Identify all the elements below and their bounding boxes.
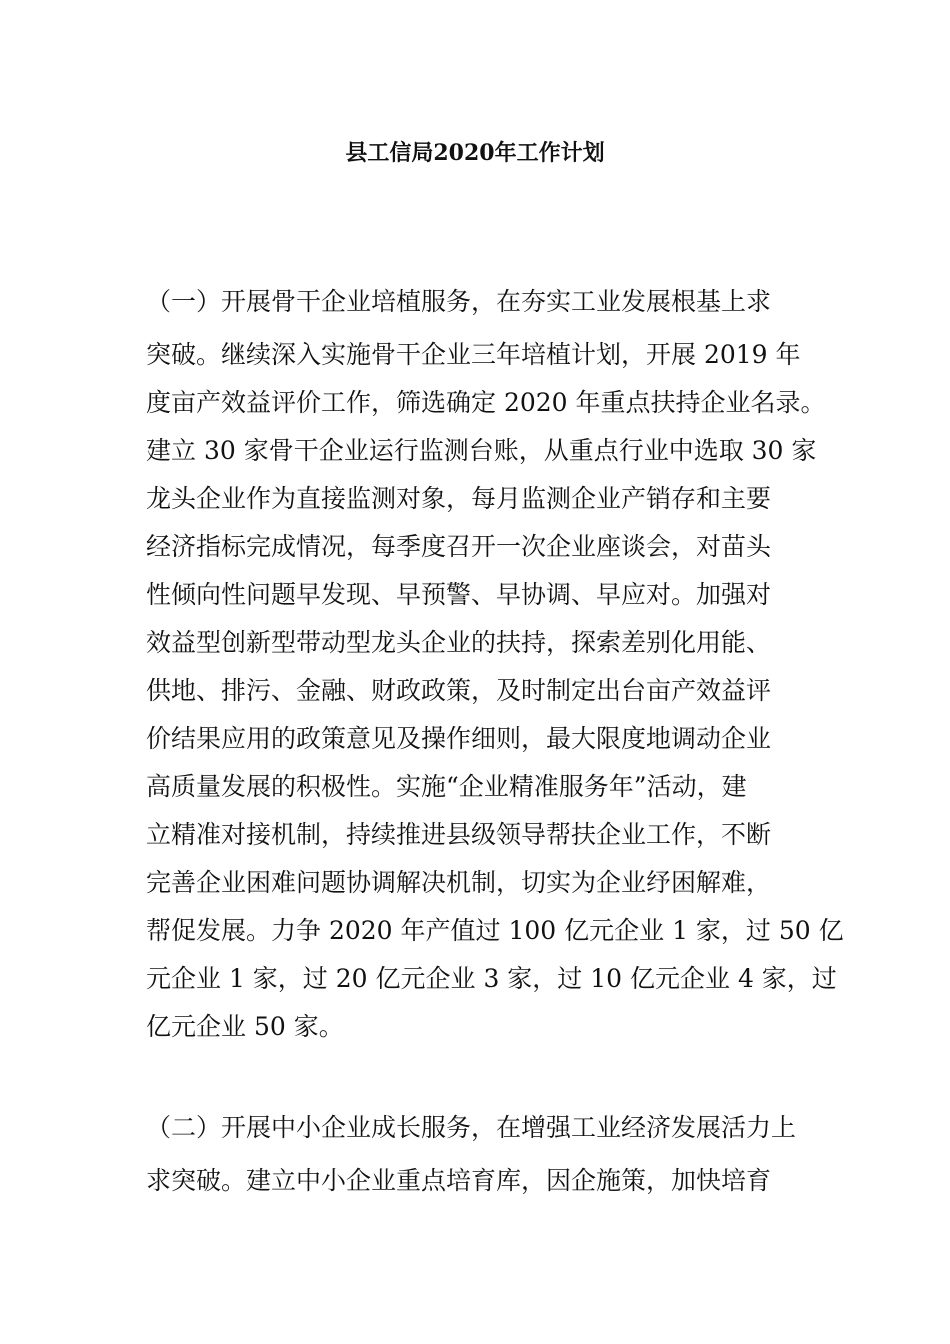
paragraph-line: 龙头企业作为直接监测对象，每月监测企业产销存和主要 — [146, 484, 772, 513]
paragraph-line: 性倾向性问题早发现、早预警、早协调、早应对。加强对 — [146, 580, 772, 609]
paragraph-line: 度亩产效益评价工作，筛选确定 2020 年重点扶持企业名录。 — [146, 388, 826, 417]
paragraph-line: （二）开展中小企业成长服务，在增强工业经济发展活力上 — [146, 1113, 797, 1142]
paragraph-line: 经济指标完成情况，每季度召开一次企业座谈会，对苗头 — [146, 532, 772, 561]
paragraph-line: 帮促发展。力争 2020 年产值过 100 亿元企业 1 家，过 50 亿 — [146, 916, 844, 945]
paragraph-line: 高质量发展的积极性。实施“企业精准服务年”活动，建 — [146, 772, 747, 801]
paragraph-line: 建立 30 家骨干企业运行监测台账，从重点行业中选取 30 家 — [146, 436, 817, 465]
paragraph-line: 突破。继续深入实施骨干企业三年培植计划，开展 2019 年 — [146, 340, 801, 369]
document-title: 县工信局2020年工作计划 — [345, 140, 605, 166]
paragraph-line: 完善企业困难问题协调解决机制，切实为企业纾困解难， — [146, 868, 772, 897]
paragraph-line: 元企业 1 家，过 20 亿元企业 3 家，过 10 亿元企业 4 家，过 — [146, 964, 837, 993]
paragraph-line: 供地、排污、金融、财政政策，及时制定出台亩产效益评 — [146, 676, 772, 705]
paragraph-line: 价结果应用的政策意见及操作细则，最大限度地调动企业 — [146, 724, 772, 753]
paragraph-line: 求突破。建立中小企业重点培育库，因企施策，加快培育 — [146, 1166, 772, 1195]
paragraph-line: （一）开展骨干企业培植服务，在夯实工业发展根基上求 — [146, 287, 772, 316]
paragraph-line: 亿元企业 50 家。 — [146, 1012, 344, 1041]
paragraph-line: 效益型创新型带动型龙头企业的扶持，探索差别化用能、 — [146, 628, 772, 657]
paragraph-line: 立精准对接机制，持续推进县级领导帮扶企业工作，不断 — [146, 820, 772, 849]
